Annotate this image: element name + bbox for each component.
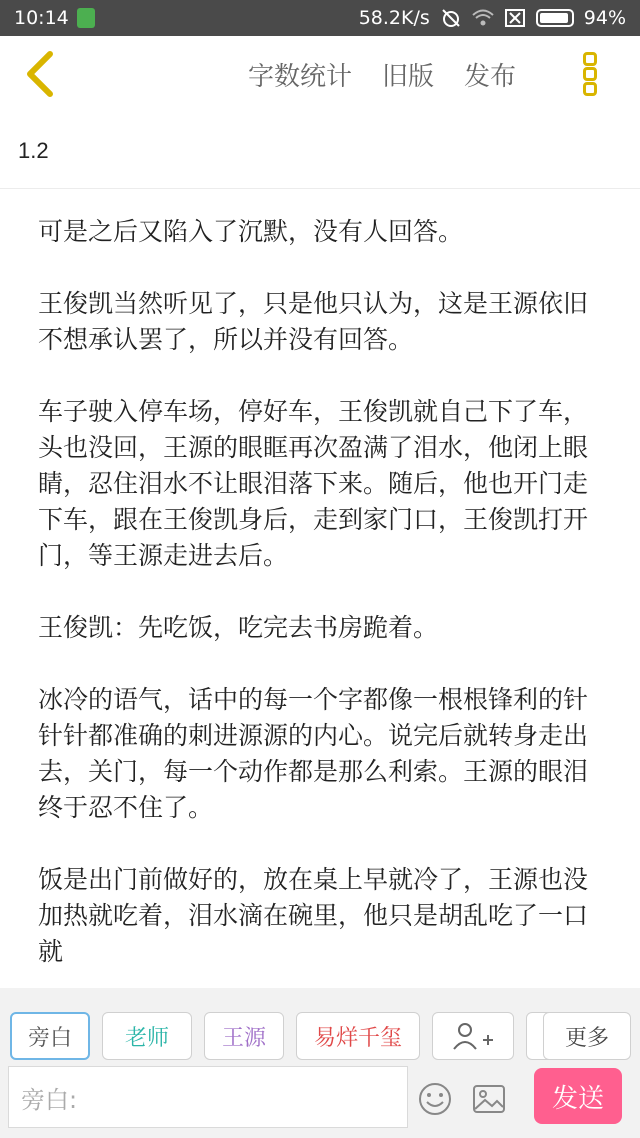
- divider: [0, 188, 640, 189]
- wifi-icon: [472, 9, 494, 27]
- compose-panel: [0, 988, 640, 1138]
- word-count-button[interactable]: 字数统计: [248, 62, 353, 92]
- add-person-icon: [451, 1021, 495, 1051]
- menu-dot-icon: [583, 52, 597, 66]
- dialogue-input[interactable]: 旁白:: [8, 1066, 408, 1128]
- back-button[interactable]: [18, 48, 68, 100]
- chevron-left-icon: [18, 48, 68, 100]
- paragraph: 可是之后又陷入了沉默，没有人回答。: [38, 217, 464, 246]
- more-roles-button[interactable]: 更多: [543, 1012, 631, 1060]
- paragraph: 饭是出门前做好的，放在桌上早就冷了，王源也没加热就吃着，泪水滴在碗里，他只是胡乱吃了一口就: [38, 865, 589, 966]
- battery-percent: 94%: [583, 7, 626, 29]
- emoji-icon[interactable]: [418, 1082, 452, 1116]
- image-icon[interactable]: [472, 1082, 506, 1116]
- role-narrator[interactable]: [10, 1012, 90, 1060]
- status-time: 10:14: [14, 7, 69, 29]
- role-yiyangqianxi[interactable]: [296, 1012, 420, 1060]
- role-label: 王源: [221, 1025, 266, 1051]
- role-label: 旁白: [27, 1025, 72, 1051]
- role-teacher[interactable]: [102, 1012, 192, 1060]
- paragraph: 车子驶入停车场，停好车，王俊凯就自己下了车，头也没回，王源的眼眶再次盈满了泪水，他闭上眼睛，忍住泪水不让眼泪落下来。随后，他也开门走下车，跟在王俊凯身后，走到家门口，王俊凯打开门，等王源走进去后。: [38, 397, 589, 570]
- old-version-button[interactable]: 旧版: [382, 62, 435, 92]
- role-label: 易烊千玺: [313, 1025, 402, 1051]
- paragraph: 王俊凯当然听见了，只是他只认为，这是王源依旧不想承认罢了，所以并没有回答。: [38, 289, 589, 354]
- more-menu-button[interactable]: [574, 46, 606, 102]
- paragraph: 王俊凯：先吃饭，吃完去书房跪着。: [38, 613, 439, 642]
- publish-button[interactable]: 发布: [464, 62, 517, 92]
- battery-icon: [536, 9, 574, 27]
- shield-icon: [77, 8, 95, 28]
- role-label: 老师: [124, 1025, 169, 1051]
- network-speed: 58.2K/s: [358, 7, 430, 29]
- send-button[interactable]: 发送: [534, 1068, 622, 1124]
- sim-off-icon: [504, 9, 526, 27]
- chapter-title[interactable]: 1.2: [18, 138, 49, 163]
- story-content[interactable]: [38, 214, 604, 1006]
- alarm-off-icon: [440, 9, 462, 27]
- paragraph: 冰冷的语气，话中的每一个字都像一根根锋利的针针针都准确的刺进源源的内心。说完后就转身走出去，关门，每一个动作都是那么利索。王源的眼泪终于忍不住了。: [38, 685, 589, 822]
- toolbar: [0, 36, 640, 112]
- menu-dot-icon: [583, 82, 597, 96]
- add-role-button[interactable]: [432, 1012, 514, 1060]
- role-wangyuan[interactable]: [204, 1012, 284, 1060]
- status-bar: [0, 0, 640, 36]
- menu-dot-icon: [583, 67, 597, 81]
